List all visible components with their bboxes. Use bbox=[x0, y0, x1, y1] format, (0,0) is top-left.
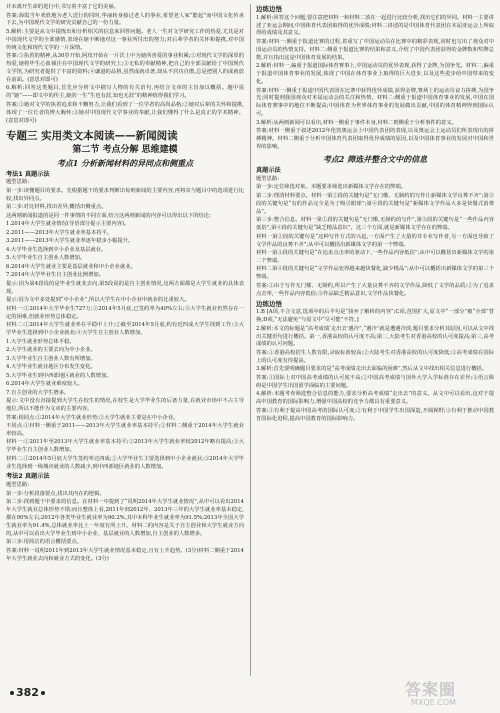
paragraph: 1.解析:回答这个问题,要注意把材料一和材料二放在一起进行比较分析,找出它们的异同。材料一主要讲述了亚运会期间,中国体育代表团取得的优异成绩;材料二讲述的是中国体育代表团在本届亚运会上所取得的成绩及其意义。 bbox=[256, 14, 494, 37]
paragraph: 4.大学毕业生就业地区分布发生变化。 bbox=[6, 364, 96, 371]
column-divider bbox=[250, 4, 251, 676]
paragraph: 7.2014年大学毕业生自主创业比例增加。 bbox=[6, 272, 104, 279]
paragraph: 第二步:理清材料要点。材料一第②段的关键句是“无门槛、无制约的写作让新媒体文学良莠不齐”;第③段的关键句是“有的作品完全是为了吸引眼球”;第④段的关键句是“新媒体文学作品大多是快餐式消费品”。 bbox=[256, 192, 494, 215]
bullet-icon bbox=[41, 691, 45, 695]
paragraph: 7.自主创业的大学生增多。 bbox=[6, 389, 70, 396]
paragraph: 答案:材料一侧重于叙述2012年伦敦奥运会上中国代表团的表现,以及奥运会上运动员们所表现出的拼搏精神。材料二侧重于分析中国体育代表团取得优异成绩的原因,以及中国体育事业的发展对中国和世界的影响。 bbox=[256, 128, 494, 151]
paragraph: 材料二:①2014年大学生就业率在平稳中上升;②截至2014年5月底,约有近四成大学生找到工作;③大学毕业生选择到中小企业就业;④大学生自主创业人数增加。 bbox=[6, 322, 244, 337]
paragraph: 6.解析:回答这类题目,首先应分析文中描写人物的有关语句,再结合文章的主旨加以概括。题中说的“她”——即文中的传主,她的一生“生也有涯,知也无涯”的精神值得我们学习。 bbox=[6, 85, 244, 100]
paragraph: 4.大学毕业生选择到中小企业及基层就业。 bbox=[6, 246, 107, 253]
paragraph: 材料一:①2011年至2013年大学生就业率基本持平;②2013年大学生就业率较2012年略有提高;③大学毕业生自主创业人数增加。 bbox=[6, 439, 244, 454]
paragraph: 题型思路: bbox=[256, 175, 279, 182]
paragraph: 1.B [A项,不合文意,选项中的后半句是“扬弃了解析的内容”;C项,范围扩大,原文中“一部分”被“全部”替换;D项,“无法避免”与原文中“尽可能”不符。] bbox=[256, 309, 494, 324]
paragraph: 1.2014年大学生就业情况(导语部分提示主要内容)。 bbox=[6, 221, 130, 228]
paragraph: 3.2011——2013年大学生就业率逐年稳步小幅提升。 bbox=[6, 238, 134, 245]
paragraph: 答案:①国际上对中国高考成绩的认可度不高;②中国高考成绩与国外大学入学标准存在差异;③语言障碍是中国学生出国留学面临的主要问题。 bbox=[256, 374, 494, 389]
paragraph: 2.解析:材料一,偏重于报道国际体育赛事上,中国运动员的优异表现,获得了金牌,为国争光。材料二,偏重于报道中国体育事业的发展,体现了中国在体育事业上取得的巨大进步,以及这些进步给中国带来的变化。 bbox=[256, 63, 494, 86]
block-heading: 考法1 真题示法 bbox=[6, 170, 50, 178]
paragraph: 6.2014年大学生就业难度较大。 bbox=[6, 381, 83, 388]
paragraph: 答案:①有利于提高中国高考的国际认可度;②有利于中国学生出国深造,开阔视野;③有利于推动中国教育国际化进程,提高中国教育的国际影响力。 bbox=[256, 407, 494, 422]
right-column bbox=[256, 4, 494, 424]
paragraph: 第二步:找到题干中要求的信息。在材料一中提到了“说明2014年大学生就业情况”,从中可以看出2014年大学生就业总体形势不错;而且整体上看,2011年到2012年、2013年三年的大学生就业率基本稳定,都在90%左右;2012年各类毕业生就业率为90.2%,其中本科毕业生就业率为91.5%;2013年全国大学生就业率为91.4%,总体就业率比上一年度有所上升。材料二的内容是关于自主创业和大学生就业方向的,从中可以看出大学毕业生到中小企业、基层就业的人数增加,自主创业的人数增多。 bbox=[6, 499, 244, 537]
watermark-logo: 答案圈 bbox=[405, 680, 457, 699]
paragraph: 1.大学生就业形势总体平稳。 bbox=[6, 338, 75, 345]
watermark bbox=[405, 677, 495, 713]
block-heading: 边练边悟 bbox=[256, 5, 282, 13]
watermark-url: MXQE.COM bbox=[411, 698, 457, 707]
paragraph: 5.大学毕业生自主创业人数增加。 bbox=[6, 255, 86, 262]
paragraph: 题型思路: bbox=[6, 482, 29, 489]
paragraph: 2.大学生就业的主要去向为中小企业。 bbox=[6, 347, 96, 354]
section-subtitle: 第二节 考点分解 思维建模 bbox=[72, 144, 178, 155]
left-column bbox=[6, 4, 244, 564]
paragraph: 提示:因为第4段说的是毕业生就业去向,第5段说的是自主创业情况,这两方面都是大学生就业的具体表现。 bbox=[6, 280, 244, 295]
paragraph: 5.解析:主要是从文中提炼出和分析相关的信息来回答问题。老人一生对文学研究工作的热爱,尤其是对中国现代文学的全部感情,表现在她不断地对这一事业所付出的努力;对后辈学者的关怀和提携,对中国传统文化和现代文学的一片深情。 bbox=[6, 28, 244, 51]
bullet-icon bbox=[10, 691, 14, 695]
paragraph: 答案:海霞当年欢欣地为老人送行的同时,华丽转身接过老人的事业,希望老人家“能起”而中国文化传承下去,为中国现代文学的研究贡献自己的一份力量。 bbox=[6, 12, 244, 27]
paragraph: 答案:相同点:①2014年大学生就业形势;②大学生就业主要是在中小企业。 bbox=[6, 414, 179, 421]
paragraph: 提示:因为文中多处提到“中小企业”,所以大学生在中小企业中就业的比重较大。 bbox=[6, 297, 190, 304]
paragraph: 答案:材料一说明2011年到2013年大学生就业情况基本稳定,且有上升趋势。(3分)材料二侧重于2014年大学生就业去向和就业方式的变化。(3分) bbox=[6, 547, 244, 562]
page-number bbox=[8, 686, 47, 699]
paragraph: 答案:材料一:侧重于报道中国代表团在比赛中获得优异成绩,获得金牌,赛场上的运动员奋力拼搏,为国争光;同时提到我国观众对本届运动会的关注和热情。材料二:侧重于报道中国体育事业的发展,中国在国际体育赛事中的地位不断提高;中国体育为世界体育事业的发展做出贡献,中国的体育精神得到国际认可。 bbox=[256, 87, 494, 118]
paragraph: 材料一:①2014年大学毕业生727万;②2014年5月底,已签约率为40%左右;③大学生就业仍然存在一定的困难,但就业形势总体稳定。 bbox=[6, 305, 244, 320]
paragraph: 2.2011——2013年大学生就业率基本持平。 bbox=[6, 229, 113, 236]
paragraph: 第三步:用简洁的语言概括要点。 bbox=[6, 539, 82, 546]
page-number-text: 382 bbox=[16, 686, 39, 699]
paragraph: 第一步:定位筛选对象。本题要求筛选出新媒体文学存在的弊端。 bbox=[256, 184, 407, 191]
topic-heading: 考点2 筛选并整合文中的信息 bbox=[322, 153, 428, 164]
block-heading: 真题示法 bbox=[256, 166, 281, 174]
paragraph: 3.解析:首先要明确题目要求的是“高考成绩走出去面临的困难”,然后从文中找出相关信息进行概括。 bbox=[256, 366, 488, 373]
paragraph: 材料二:①2014年5月底大学生签约率达四成;②大学毕业生主要选择到中小企业就业;③2014年大学毕业生选择到一线城市就业的人数减少,到中西部地区就业的人数增加。 bbox=[6, 455, 244, 470]
paragraph: 第二步:对比材料,找出差异,概括出侧重点。 bbox=[6, 204, 107, 211]
paragraph: 第一步:读懂题目的要求。先根据题干的要求判断出每则新闻的主要内容,再将其与题目中的选项进行比较,找出异同点。 bbox=[6, 187, 244, 202]
paragraph: 题型思路: bbox=[6, 179, 29, 186]
paragraph: 2.解析:本文的标题是“高考成绩‘走出去’遇冷”,“遇冷”就是遭遇冷淡,题目要求分析其原因,可以从文中找出关键语句进行概括。第一,香港高校的认可度不高;第二,大陆考生对香港高校的认可度提高;第三,高考成绩的认可问题。 bbox=[256, 325, 494, 348]
paragraph: 答案:①执着的精神,从30岁开始,阿玫开始在一片沃土中为她所喜爱的事业积累;②对现代文学的深厚的热爱,她将毕生心血倾注在中国现代文学的研究上;③无私的奉献精神,把自己的全部贡献给了中国现代文学馆,为研究者提供了丰富的资料;④谦逊的品格,虽然成就卓著,却从不居功自傲,总是把别人的成就放在前面。(意思对即可) bbox=[6, 53, 244, 83]
paragraph: 答案:材料一:侧重于报道比赛的过程,着重写了中国运动员在比赛中的精彩表现,同时也写出了观众对中国运动员的热情支持。材料二:侧重于报道比赛的结果和意义,介绍了中国代表团获得的金牌数和奖牌总数,并且指出这是中国体育发展的结果。 bbox=[256, 38, 494, 61]
paragraph: 第三步:整合信息。材料一第①段的关键句是“无门槛,无制约的写作”,第③段的关键句是“一些作品内容低俗”,第④段的关键句是“缺乏精品意识”。这三个方面,就是新媒体文学存在的弊端。 bbox=[256, 217, 494, 232]
paragraph: 材料二第④段的关键句是“文学作品变得越来越快餐化,缺少精品”;从中可以概括出新媒体文学的第三个弊端。 bbox=[256, 266, 494, 281]
paragraph: 答案:①香港高校招生人数有限,录取标准较高;②大陆考生对香港高校的认可度降低;③高考成绩在国际上的认可度有待提高。 bbox=[256, 349, 494, 364]
paragraph: 答案:①她对文学的执着追求和不懈努力,让我们看到了一位学者的高尚品格;②她对后辈的关怀和提携,体现了一位长者的博大胸怀;③她对中国现代文学事业的奉献,让我们懂得了什么是真正的学术精神。(意思对即可) bbox=[6, 101, 244, 124]
paragraph: 不同点:①材料一侧重于2011——2013年大学生就业率基本持平;②材料二侧重于2014年大学生就业率较高。 bbox=[6, 423, 244, 437]
paragraph: 提示:文中没有直接提到大学生在校生的情况,在校生是大学毕业生的后备力量,在就业市场中不占主导地位,所以不能作为文章的主要内容。 bbox=[6, 398, 244, 412]
paragraph: 5.大学毕业生到中西部地区就业的人数增加。 bbox=[6, 372, 112, 379]
paragraph: 并未离开生命的进行中,书写着丰富了它的美丽。 bbox=[6, 4, 119, 10]
paragraph: 3.大学毕业生自主创业人数有所增加。 bbox=[6, 355, 96, 362]
paragraph: 这两则新闻报道的是同一件事情的不同方面,结合这两则新闻的内容可以得出以下的结论: bbox=[6, 212, 211, 219]
paragraph: 材料一第②段的关键句是“这种写作方式的兴起,一方面产生了大量的非专业写作者,另一方面也导致了文学作品的良莠不齐”;从中可以概括出新媒体文学的第一个弊端。 bbox=[256, 233, 494, 248]
paragraph: 材料一第③段的关键句是“在追求点击率的驱动下,一些作品内容低俗”;从中可以概括出新媒体文学的第二个弊端。 bbox=[256, 250, 494, 264]
paragraph: 4.解析:本题考查筛选整合信息的能力,要求分析高考成绩“走出去”的意义。从文中可以看出,这对于提高中国教育的国际影响力,增强中国高校的竞争力都具有重要意义。 bbox=[256, 391, 494, 406]
block-heading: 边练边悟 bbox=[256, 299, 282, 308]
paragraph: 答案:①由于写作无门槛、无制约,所以产生了大量良莠不齐的文学作品,降低了文学的品质;②为了追求点击率,一些作品内容低俗;③作品缺乏精品意识,文学作品快餐化。 bbox=[256, 282, 494, 297]
topic-heading: 考点1 分析新闻材料的异同点和侧重点 bbox=[56, 157, 194, 168]
paragraph: 第一步:分析段落要点,找出其内在的逻辑。 bbox=[6, 490, 105, 497]
paragraph: 6.2014年大学生就业主要是基层就业和中小企业就业。 bbox=[6, 263, 136, 270]
section-title: 专题三 实用类文本阅读——新闻阅读 bbox=[6, 129, 178, 142]
paragraph: 3.解析:从两则新闻可以看出,材料一侧重于事件本身,材料二则侧重于分析事件的意义。 bbox=[256, 119, 457, 126]
block-heading: 考法2 真题示法 bbox=[6, 473, 50, 481]
